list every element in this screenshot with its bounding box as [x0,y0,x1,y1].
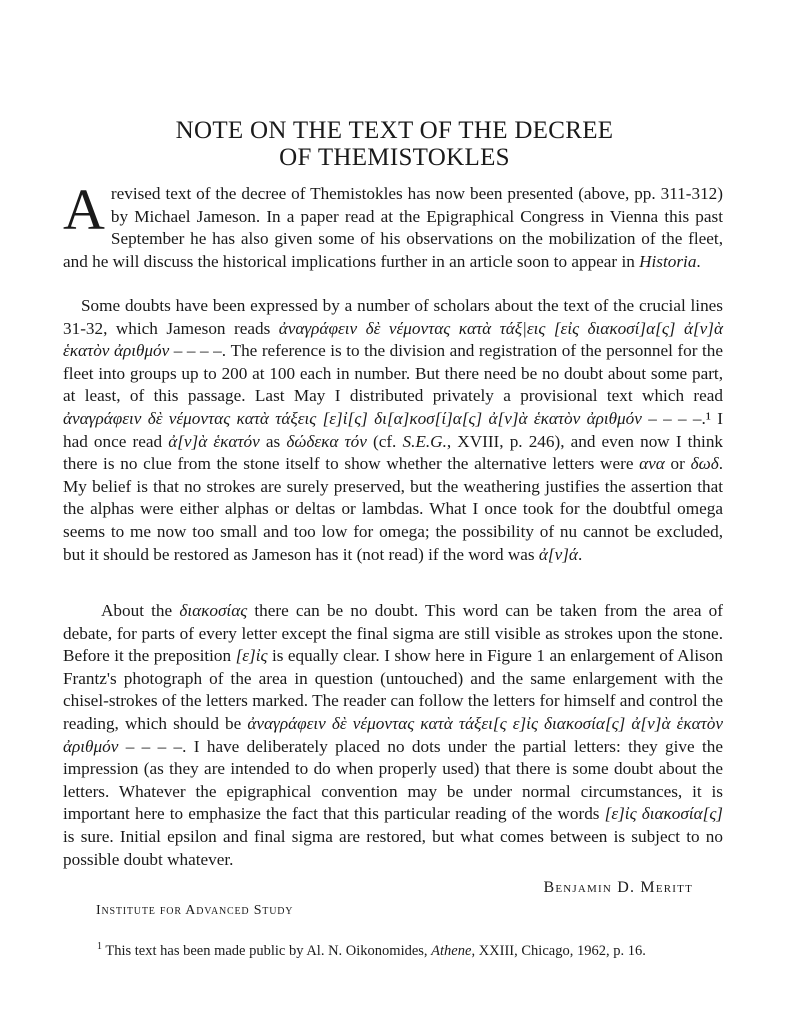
p2-greek-d: δώδεκα τόν [286,431,367,451]
article-title-line-1: NOTE ON THE TEXT OF THE DECREE [175,117,614,144]
p2-seg: S.E.G. [402,431,447,451]
p2-greek-c: ἀ[ν]ὰ ἑκατόν [168,431,260,451]
p1-journal: Historia [639,251,697,271]
p2-text-d: as [259,431,287,451]
footnote-marker: 1 [97,941,102,952]
p2-greek-e: ανα [639,454,665,474]
p2-text-a: Some doubts have been expressed by a number of scholars about the text of the crucial lines 31-32, which Jameson reads [63,296,723,338]
p3-text-c: is equally clear. I show here in Figure 1 an enlargement of Alison Frantz's photograph of the area in question (untouched) and the same enlargement with the chisel-strokes of the letters marked. The reader can follow the letters for himself and control the reading, which should be [63,646,723,733]
drop-cap: A [63,177,105,242]
p2-greek-a: ἀναγράφειν δὲ νέμοντας κατὰ τάξ|εις [εἰς διακοσί]α[ς] ἀ[ν]ὰ ἑκατὸν ἀριθμόν – – – – [63,318,723,361]
p3-text-b: there can be no doubt. This word can be taken from the area of debate, for parts of every letter except the final sigma are still visible as strokes upon the stone. Before it the preposition [63,601,723,666]
p3-text-e: is sure. Initial epsilon and final sigma are restored, but what comes between is subject to no possible doubt whatever. [63,826,723,869]
author-signature: Benjamin D. Meritt [543,879,693,896]
p1-text: revised text of the decree of Themistokles has now been presented (above, pp. 311-312) by Michael Jameson. In a paper read at the Epigraphical Congress in Vienna this past September he has also given some of his observations on the mobilization of the fleet, and he will discuss the historical implications further in an article soon to appear in [63,184,723,271]
p2-greek-b: ἀναγράφειν δὲ νέμοντας κατὰ τάξεις [ε]ἰ[ς] δι[α]κοσ[ί]α[ς] ἀ[ν]ὰ ἑκατὸν ἀριθμόν – – – – [63,408,702,428]
p3-text-a: About the [101,601,180,620]
p3-greek-b: [ε]ἰς [235,646,268,666]
article-title-line-2: OF THEMISTOKLES [279,144,510,171]
footnote-text-a: This text has been made public by Al. N. Oikonomides, [105,942,432,959]
p3-text-d: . I have deliberately placed no dots under the partial letters: they give the impression (as they are intended to do when properly used) that there is some doubt about the letters. Whatever the epigraphical convention may be under normal circumstances, it is important here to emphasize the fact that this particular reading of the words [63,736,723,824]
paragraph-2 [63,295,723,566]
p2-text-f: , XVIII, p. 246), and even now I think there is no clue from the stone itself to show whether the alternative letters were [63,431,724,474]
p3-greek-c: ἀναγράφειν δὲ νέμοντας κατὰ τάξει[ς ε]ἰς διακοσία[ς] ἀ[ν]ὰ ἑκατὸν ἀριθμόν – – – – [63,713,723,756]
p3-greek-a: διακοσίας [179,601,248,620]
p3-greek-d: [ε]ἰς διακοσία[ς] [604,804,723,824]
p1-end: . [696,251,701,271]
footnote-text-b: , XXIII, Chicago, 1962, p. 16. [471,942,646,959]
p2-text-b: . The reference is to the division and registration of the personnel for the fleet into groups up to 200 at 100 each in number. But there need be no doubt about some part, at least, of this passage. Last May I distributed privately a provisional text which read [63,341,723,406]
p2-text-e: (cf. [366,431,403,451]
p2-text-h: . My belief is that no strokes are surely preserved, but the weathering justifies the assertion that the alphas were either alphas or deltas or lambdas. What I once took for the doubtful omega seems to me now too small and too low for omega; the possibility of nu cannot be excluded, but it should be restored as Jameson has it (not read) if the word was [63,454,723,564]
p2-text-i: . [577,544,583,564]
paragraph-3 [63,600,723,871]
footnote-journal: Athene [431,942,472,959]
footnote [97,941,737,960]
p2-greek-f: δωδ [690,454,719,474]
p2-greek-g: ἀ[ν]ά [538,544,578,564]
author-institution: Institute for Advanced Study [96,903,294,918]
paragraph-1 [63,177,723,273]
p2-text-g: or [664,454,691,474]
p2-text-c: .¹ I had once read [63,408,723,451]
